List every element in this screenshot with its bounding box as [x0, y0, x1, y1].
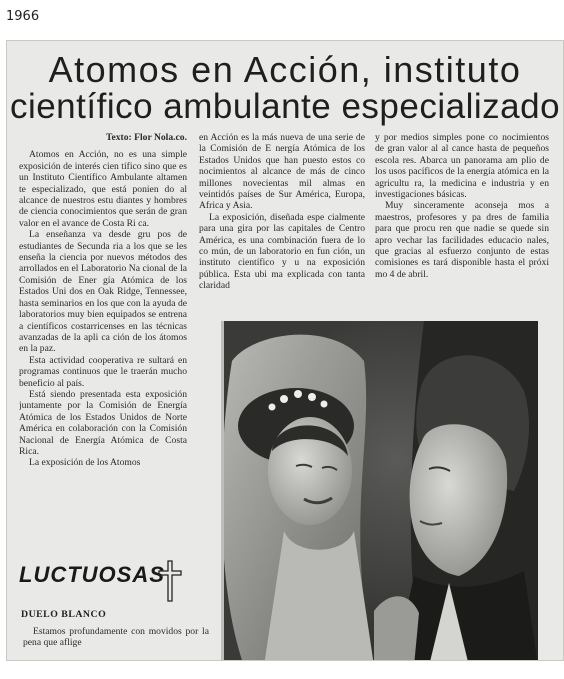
col3-paragraph: y por medios simples pone co nocimientos de gran valor al al cance hasta de pequeños escola res. Abarca un panorama am plio de los usos pacíficos de la energía atómica en la agricultu ra, la medicina e industria y en investigaciones básicas. [375, 132, 549, 201]
col2-paragraph: en Acción es la más nueva de una serie de la Comisión de E nergía Atómica de los Estados Unidos que han puesto estos co nocimientos al alcance de más de cinco millones novecientas mil almas en veintidós países de Sur América, Europa, Africa y Asia. [199, 132, 365, 212]
article-column-1 [19, 132, 187, 562]
col2-paragraph: La exposición, diseñada espe cialmente para una gira por las capitales de Centro América, es una combinación fuera de lo co mún, de un laboratorio en fun ción, un instituto científico y u na exposición pública. Esta ubi ma explicada con tanta claridad [199, 211, 365, 292]
col1-paragraph: Está siendo presentada esta exposición juntamente por la Comisión de Energía Atómica de los Estados Unidos de Norte América en colaboración con la Comisión Nacional de Energía Atómica de Costa Rica. [19, 388, 187, 457]
obituary-paragraph: Estamos profundamente con movidos por la pena que aflige [23, 626, 209, 649]
col1-paragraph: La enseñanza va desde gru pos de estudiantes de Secunda ria a los que se les enseña la ciencia por nuevos métodos des arrollados en el Laboratorio Na cional de la Comisión de Ener gía Atómica de los Estados Uni dos en Oak Ridge, Tennessee, hasta seminarios en los que con la ayuda de laboratorios muy bien equipados se entrena a científicos costarricenses en las técnicas avanzadas de la apli ca ción de los átomos en la paz. [19, 229, 187, 355]
newspaper-clipping [6, 40, 564, 661]
byline: Texto: Flor Nola.co. [105, 132, 187, 143]
obituary-text [23, 626, 209, 660]
subsection-title: DUELO BLANCO [21, 609, 107, 620]
col1-paragraph: Atomos en Acción, no es una simple exposición de interés cien tífico sino que es un Instituto Científico Ambulante altamen te especializado, que está ponien do al alcance de nuestros estu diantes y hombres de ciencia conocimientos que serán de gran valor en el avance de Costa Ri ca. [19, 149, 187, 229]
col3-paragraph: Muy sinceramente aconseja mos a maestros, profesores y pa dres de familia para que procu ren que nadie se quede sin apro vechar las facilidades educacio nales, que gracias al esfuerzo conjunto de estas comisiones es tará disponible hasta el próxi mo 4 de abril. [375, 200, 549, 280]
col1-paragraph: Esta actividad cooperativa re sultará en programas continuos que le traerán mucho beneficio al país. [19, 354, 187, 389]
col1-paragraph: La exposición de los Atomos [29, 457, 141, 469]
headline-line-2: científico ambulante especializado [9, 87, 561, 126]
year-label: 1966 [6, 9, 40, 24]
cross-icon [157, 559, 183, 603]
headline-line-1: Atomos en Acción, instituto [48, 49, 522, 90]
section-title: LUCTUOSAS [19, 562, 165, 587]
wedding-photo [221, 321, 538, 661]
